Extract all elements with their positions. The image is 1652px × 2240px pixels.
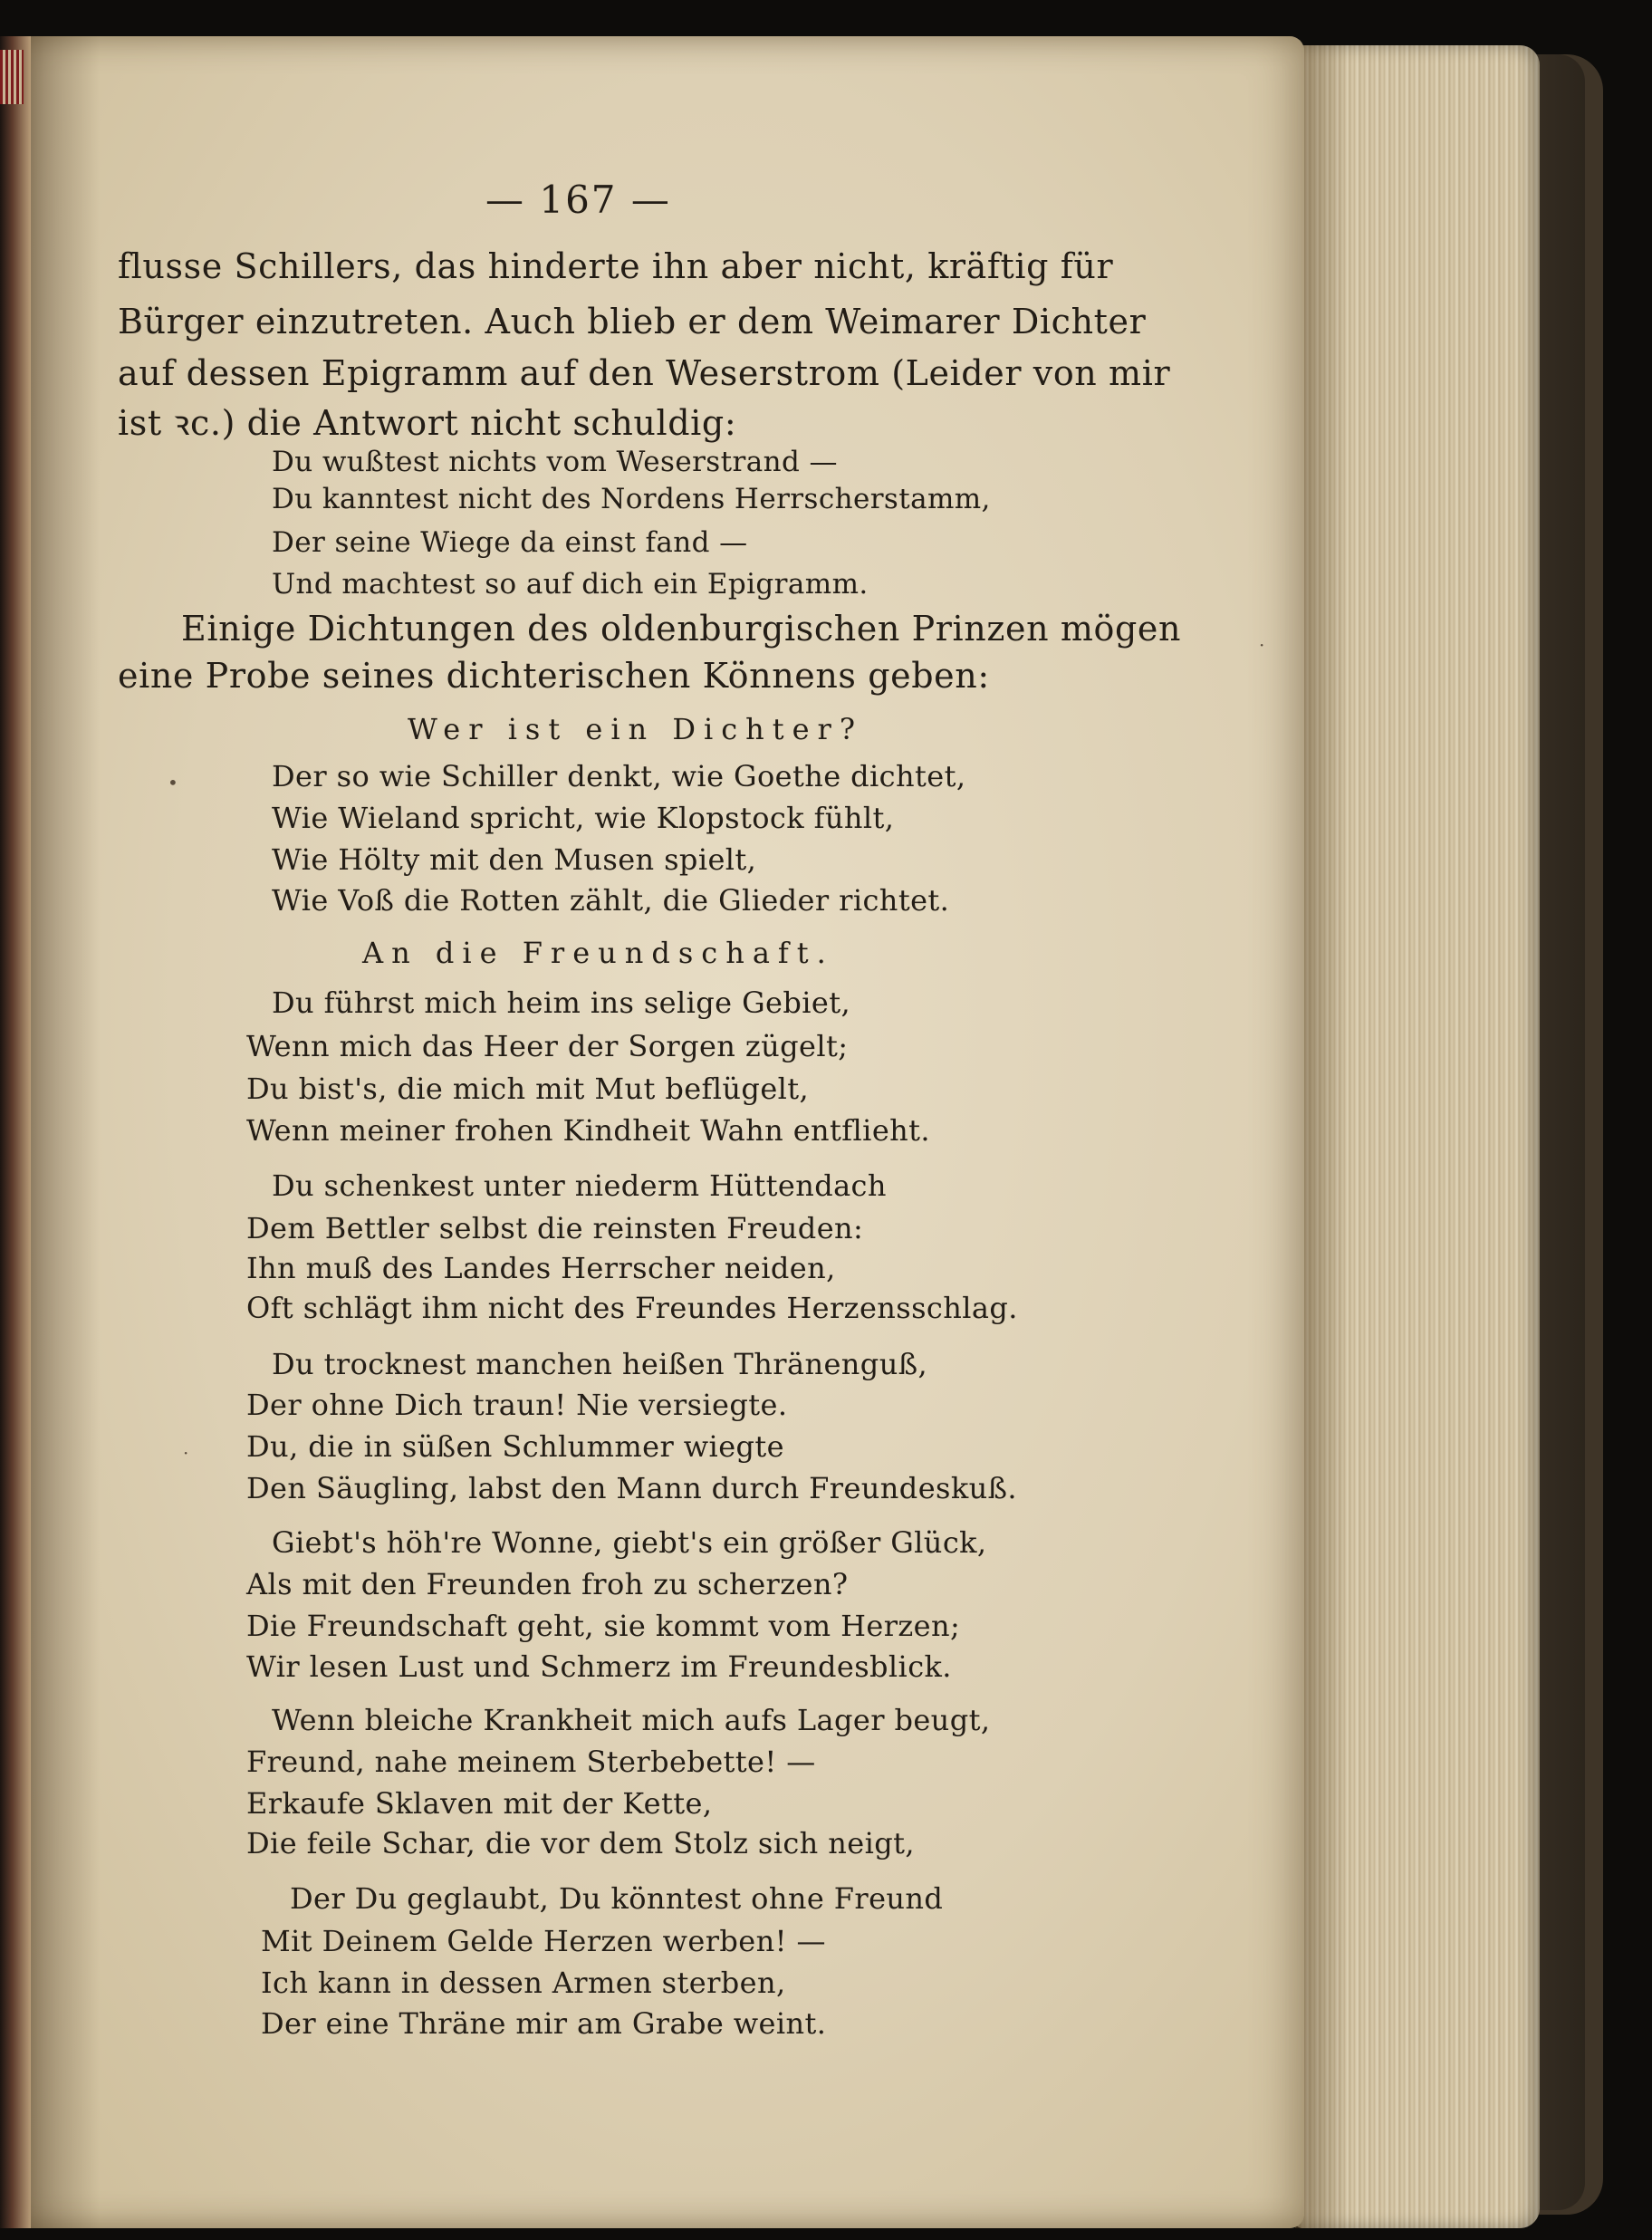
poem1-title: Wer ist ein Dichter? [408,712,863,746]
poem1-line-3: Wie Hölty mit den Musen spielt, [272,842,757,877]
poem1-line-2: Wie Wieland spricht, wie Klopstock fühlt, [272,801,895,835]
transition-line-2: eine Probe seines dichterischen Könnens geben: [118,656,990,696]
poem2-s6-line-1: Der Du geglaubt, Du könntest ohne Freund [290,1881,944,1916]
reply-verse-line-2: Du kanntest nicht des Nordens Herrscherstamm, [272,483,991,515]
poem2-s5-line-4: Die feile Schar, die vor dem Stolz sich neigt, [246,1826,915,1860]
poem2-s2-line-1: Du schenkest unter niederm Hüttendach [272,1168,887,1203]
intro-line-3: auf dessen Epigramm auf den Weserstrom (Leider von mir [118,353,1171,393]
reply-verse-line-4: Und machtest so auf dich ein Epigramm. [272,568,869,601]
stray-mark: · [183,1442,189,1464]
poem2-s2-line-4: Oft schlägt ihm nicht des Freundes Herzensschlag. [246,1291,1018,1325]
poem2-s6-line-2: Mit Deinem Gelde Herzen werben! — [261,1924,826,1958]
poem2-s6-line-4: Der eine Thräne mir am Grabe weint. [261,2006,827,2041]
poem2-s1-line-4: Wenn meiner frohen Kindheit Wahn entflieht. [246,1113,930,1148]
reply-verse-line-1: Du wußtest nichts vom Weserstrand — [272,446,838,478]
left-page-red-edge [0,50,24,104]
poem2-s1-line-1: Du führst mich heim ins selige Gebiet, [272,985,851,1020]
intro-line-4: ist ꝛc.) die Antwort nicht schuldig: [118,403,737,443]
poem2-s4-line-3: Die Freundschaft geht, sie kommt vom Herzen; [246,1609,961,1643]
poem2-s5-line-3: Erkaufe Sklaven mit der Kette, [246,1786,713,1821]
page-number: — 167 — [485,178,671,222]
poem2-s1-line-2: Wenn mich das Heer der Sorgen zügelt; [246,1029,849,1063]
poem1-line-4: Wie Voß die Rotten zählt, die Glieder richtet. [272,883,950,918]
intro-line-2: Bürger einzutreten. Auch blieb er dem Weimarer Dichter [118,302,1147,341]
poem2-s6-line-3: Ich kann in dessen Armen sterben, [261,1966,786,2000]
poem2-s3-line-2: Der ohne Dich traun! Nie versiegte. [246,1388,788,1422]
intro-line-1: flusse Schillers, das hinderte ihn aber nicht, kräftig für [118,246,1114,286]
stray-mark: • [168,772,178,793]
poem1-line-1: Der so wie Schiller denkt, wie Goethe dichtet, [272,759,966,793]
stray-mark: · [1259,634,1265,656]
poem2-s3-line-1: Du trocknest manchen heißen Thränenguß, [272,1347,928,1381]
transition-line-1: Einige Dichtungen des oldenburgischen Prinzen mögen [181,609,1182,649]
left-page-sliver [0,36,31,2228]
poem2-s5-line-1: Wenn bleiche Krankheit mich aufs Lager beugt, [272,1703,991,1737]
poem2-title: An die Freundschaft. [362,936,834,970]
poem2-s2-line-2: Dem Bettler selbst die reinsten Freuden: [246,1211,864,1245]
poem2-s2-line-3: Ihn muß des Landes Herrscher neiden, [246,1251,836,1285]
poem2-s4-line-2: Als mit den Freunden froh zu scherzen? [246,1567,849,1601]
poem2-s4-line-4: Wir lesen Lust und Schmerz im Freundesblick. [246,1649,952,1684]
poem2-s1-line-3: Du bist's, die mich mit Mut beflügelt, [246,1072,810,1106]
poem2-s3-line-3: Du, die in süßen Schlummer wiegte [246,1429,785,1464]
poem2-s3-line-4: Den Säugling, labst den Mann durch Freundeskuß. [246,1471,1018,1505]
poem2-s4-line-1: Giebt's höh're Wonne, giebt's ein größer Glück, [272,1525,987,1560]
reply-verse-line-3: Der seine Wiege da einst fand — [272,526,748,559]
poem2-s5-line-2: Freund, nahe meinem Sterbebette! — [246,1745,816,1779]
